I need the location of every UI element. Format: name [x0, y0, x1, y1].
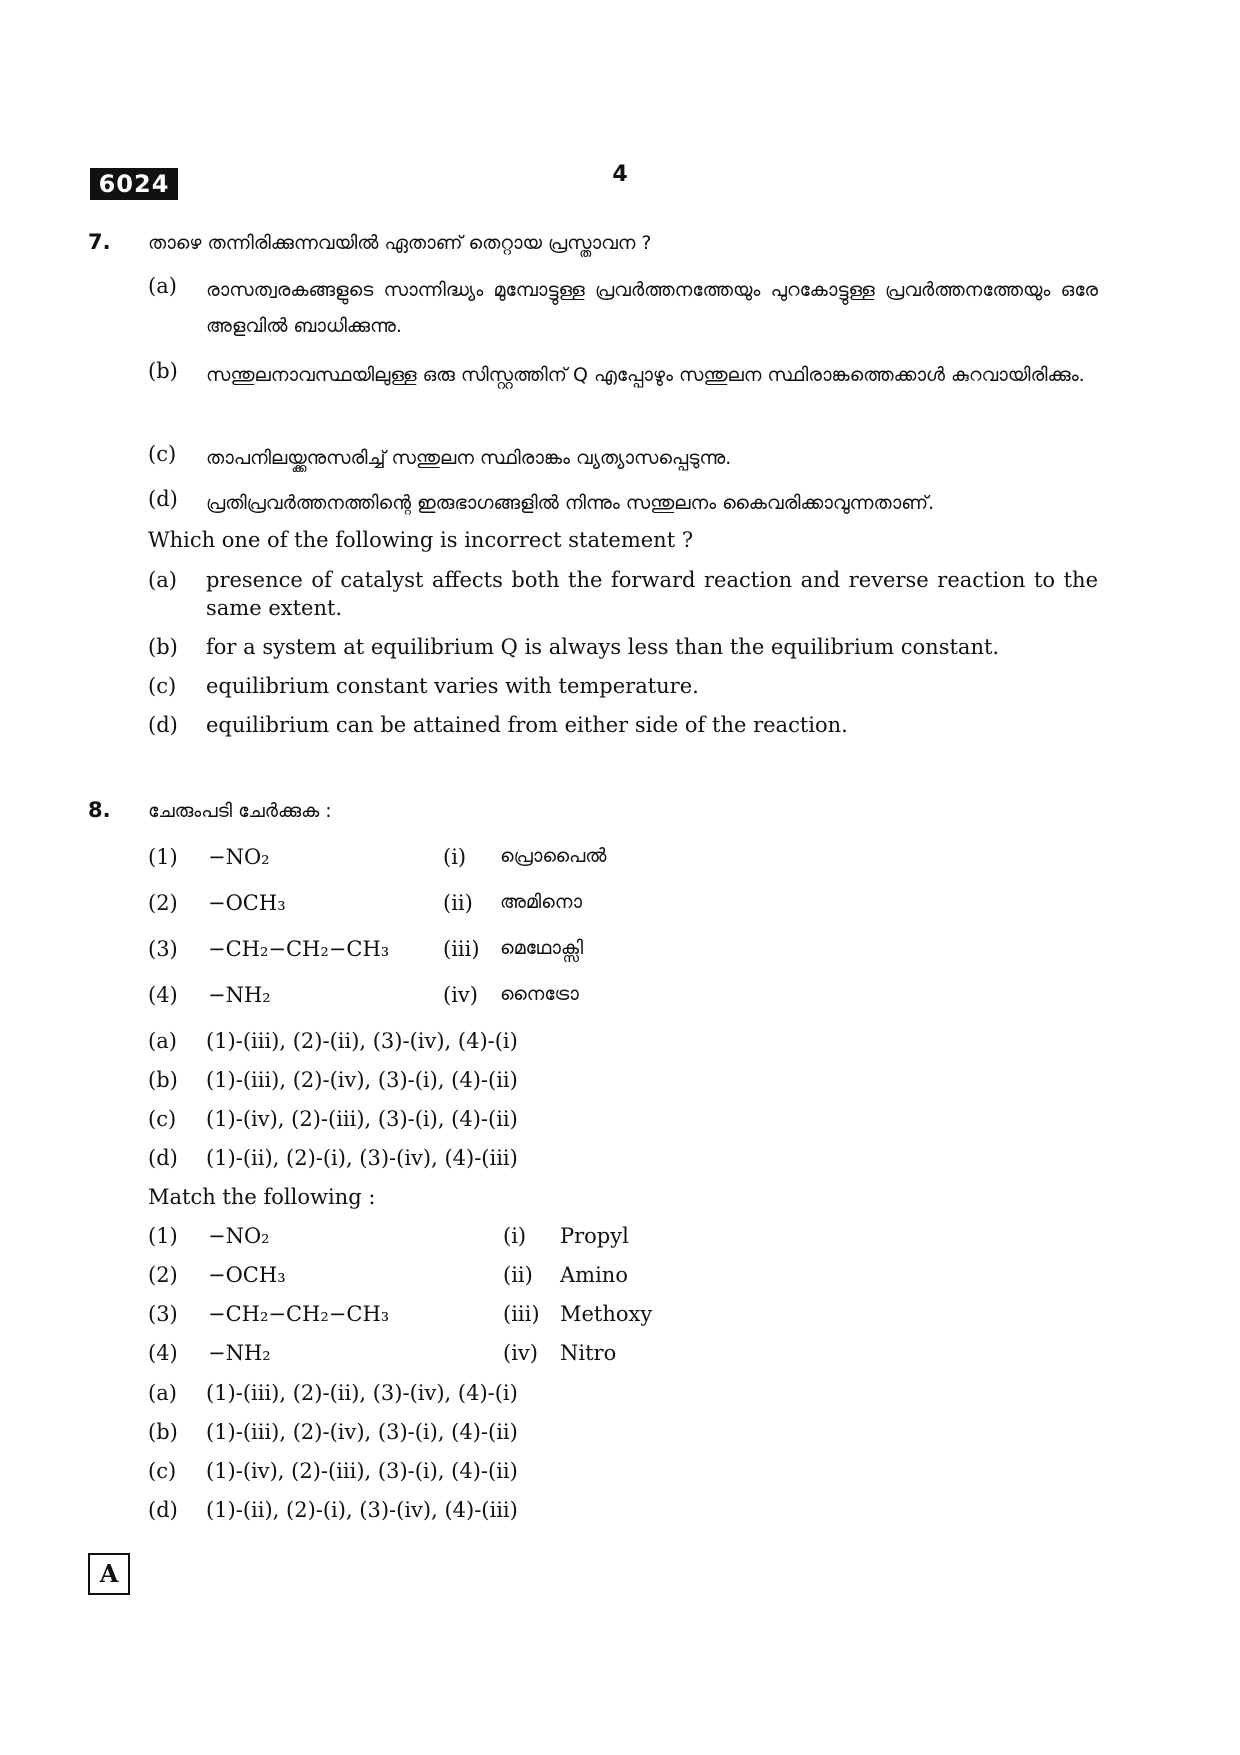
answer-label: (b)	[148, 1420, 178, 1444]
option-text: രാസത്വരകങ്ങളുടെ സാന്നിദ്ധ്യം മുമ്പോട്ടുള്ള പ്രവർത്തനത്തേയും പുറകോട്ടുള്ള പ്രവർത്തനത്തേയും ഒരേ അളവിൽ ബാധിക്കുന്നു.	[206, 279, 1098, 337]
option-label: (a)	[148, 568, 177, 592]
question-8-number: 8.	[88, 798, 111, 822]
match-roman: (iii)	[443, 937, 480, 961]
match-formula: −OCH₃	[208, 1263, 286, 1287]
match-formula: −NH₂	[208, 983, 271, 1007]
option-label: (c)	[148, 442, 177, 466]
answer-text: (1)-(ii), (2)-(i), (3)-(iv), (4)-(iii)	[206, 1498, 518, 1522]
option-label: (d)	[148, 487, 178, 511]
answer-label: (a)	[148, 1381, 177, 1405]
match-term: Nitro	[560, 1341, 617, 1365]
question-7-stem-ml: താഴെ തന്നിരിക്കുന്നവയിൽ ഏതാണ് തെറ്റായ പ്രസ്താവന ?	[148, 232, 652, 254]
match-number: (2)	[148, 1263, 178, 1287]
match-number: (1)	[148, 845, 178, 869]
match-number: (4)	[148, 983, 178, 1007]
option-text: for a system at equilibrium Q is always less than the equilibrium constant.	[206, 635, 1000, 659]
answer-label: (a)	[148, 1029, 177, 1053]
answer-label: (d)	[148, 1498, 178, 1522]
answer-text: (1)-(iii), (2)-(iv), (3)-(i), (4)-(ii)	[206, 1068, 518, 1092]
option-label: (c)	[148, 674, 177, 698]
option-text: presence of catalyst affects both the forward reaction and reverse reaction to the same extent.	[206, 568, 1098, 620]
match-formula: −NO₂	[208, 1224, 270, 1248]
option-text: equilibrium can be attained from either side of the reaction.	[206, 713, 848, 737]
match-roman: (ii)	[443, 891, 473, 915]
match-number: (1)	[148, 1224, 178, 1248]
option-label: (a)	[148, 274, 177, 298]
question-7-stem-en: Which one of the following is incorrect statement ?	[148, 528, 694, 552]
match-roman: (iv)	[443, 983, 478, 1007]
answer-text: (1)-(iii), (2)-(ii), (3)-(iv), (4)-(i)	[206, 1381, 518, 1405]
option-label: (b)	[148, 635, 178, 659]
match-term: അമിനൊ	[500, 891, 582, 913]
match-formula: −NH₂	[208, 1341, 271, 1365]
match-formula: −OCH₃	[208, 891, 286, 915]
match-formula: −CH₂−CH₂−CH₃	[208, 937, 390, 961]
paper-code: 6024	[90, 168, 178, 200]
option-text: equilibrium constant varies with temperature.	[206, 674, 699, 698]
answer-text: (1)-(ii), (2)-(i), (3)-(iv), (4)-(iii)	[206, 1146, 518, 1170]
match-term: നൈട്രോ	[500, 983, 579, 1005]
match-number: (3)	[148, 1302, 178, 1326]
match-number: (2)	[148, 891, 178, 915]
match-term: Methoxy	[560, 1302, 653, 1326]
option-text: സന്തുലനാവസ്ഥയിലുള്ള ഒരു സിസ്റ്റത്തിന് Q എപ്പോഴും സന്തുലന സ്ഥിരാങ്കത്തെക്കാൾ കുറവായിരിക്കും.	[206, 364, 1085, 386]
match-term: Propyl	[560, 1224, 629, 1248]
answer-label: (d)	[148, 1146, 178, 1170]
match-number: (3)	[148, 937, 178, 961]
question-7-number: 7.	[88, 230, 111, 254]
match-number: (4)	[148, 1341, 178, 1365]
match-roman: (iv)	[503, 1341, 538, 1365]
answer-label: (c)	[148, 1107, 177, 1131]
option-label: (b)	[148, 359, 178, 383]
answer-label: (b)	[148, 1068, 178, 1092]
answer-label: (c)	[148, 1459, 177, 1483]
match-roman: (iii)	[503, 1302, 540, 1326]
option-text: താപനിലയ്ക്കനുസരിച്ച് സന്തുലന സ്ഥിരാങ്കം വ്യത്യാസപ്പെടുന്നു.	[206, 447, 732, 469]
option-text: പ്രതിപ്രവർത്തനത്തിന്റെ ഇരുഭാഗങ്ങളിൽ നിന്നും സന്തുലനം കൈവരിക്കാവുന്നതാണ്.	[206, 492, 935, 514]
match-formula: −NO₂	[208, 845, 270, 869]
option-label: (d)	[148, 713, 178, 737]
answer-text: (1)-(iii), (2)-(iv), (3)-(i), (4)-(ii)	[206, 1420, 518, 1444]
match-roman: (ii)	[503, 1263, 533, 1287]
question-8-stem-ml: ചേരുംപടി ചേർക്കുക :	[148, 800, 332, 822]
match-term: മെഥോക്സി	[500, 937, 584, 959]
match-term: പ്രൊപൈൽ	[500, 845, 607, 867]
match-formula: −CH₂−CH₂−CH₃	[208, 1302, 390, 1326]
answer-text: (1)-(iv), (2)-(iii), (3)-(i), (4)-(ii)	[206, 1107, 518, 1131]
answer-text: (1)-(iii), (2)-(ii), (3)-(iv), (4)-(i)	[206, 1029, 518, 1053]
answer-text: (1)-(iv), (2)-(iii), (3)-(i), (4)-(ii)	[206, 1459, 518, 1483]
question-8-stem-en: Match the following :	[148, 1185, 376, 1209]
page-number: 4	[612, 162, 628, 187]
version-code-box: A	[88, 1553, 130, 1595]
match-roman: (i)	[443, 845, 467, 869]
match-term: Amino	[560, 1263, 628, 1287]
match-roman: (i)	[503, 1224, 527, 1248]
